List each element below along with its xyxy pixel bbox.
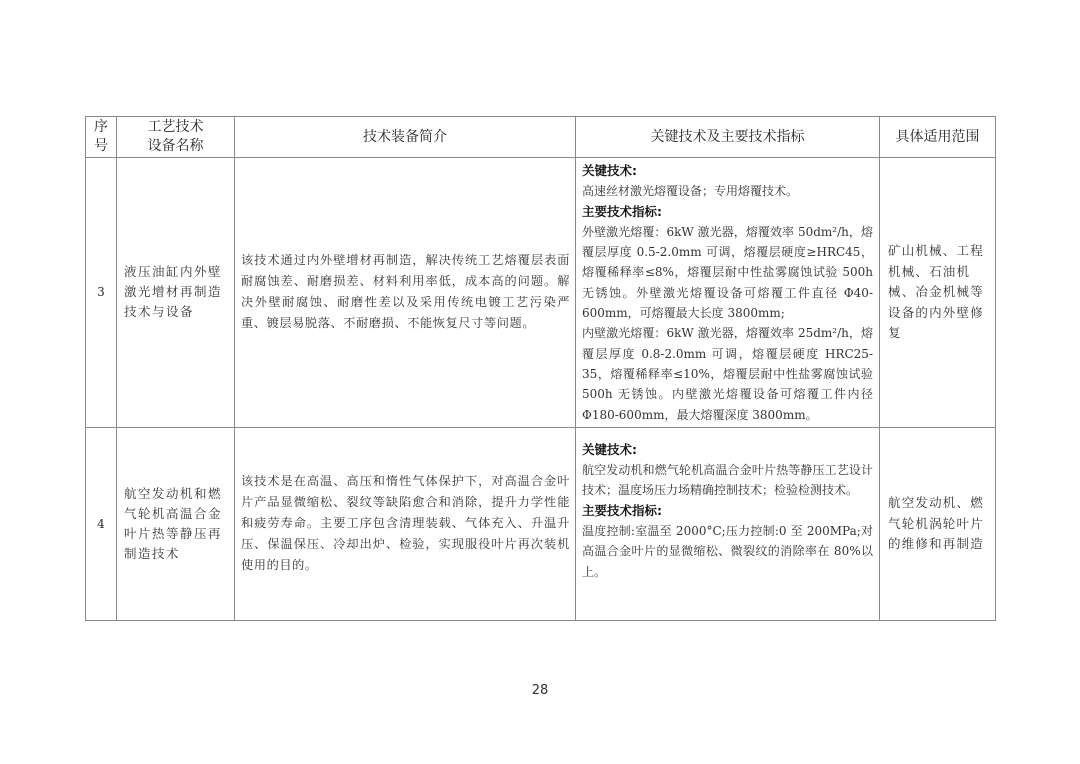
key-tech-text: 高速丝材激光熔覆设备；专用熔覆技术。 [582,184,799,199]
row-key-tech [576,427,880,620]
row-index: 4 [86,427,117,620]
indicator-text: 温度控制:室温至 2000°C;压力控制:0 至 200MPa;对高温合金叶片的显微缩松、微裂纹的消除率在 80%以上。 [582,524,873,579]
indicator-outer: 外壁激光熔覆：6kW 激光器，熔覆效率 50dm²/h，熔覆层厚度 0.5-2.0mm 可调，熔覆层硬度≥HRC45，熔覆稀释率≤8%，熔覆层耐中性盐雾腐蚀试验 500h 无锈蚀。外壁激光熔覆设备可熔覆工件直径 Φ40-600mm，可熔覆最大长度 3800mm; [582,224,873,321]
header-name-line1: 工艺技术 [147,119,204,135]
row-scope: 矿山机械、工程机械、石油机械、冶金机械等设备的内外壁修复 [880,158,996,428]
key-tech-label: 关键技术: [582,441,637,457]
page-number: 28 [531,683,549,698]
table-header-row [86,117,996,158]
header-intro: 技术装备简介 [235,117,576,158]
table-row [86,427,996,620]
key-tech-text: 航空发动机和燃气轮机高温合金叶片热等静压工艺设计技术；温度场压力场精确控制技术；检验检测技术。 [582,463,873,498]
row-key-tech [576,158,880,428]
table-row [86,158,996,428]
row-intro: 该技术是在高温、高压和惰性气体保护下，对高温合金叶片产品显微缩松、裂纹等缺陷愈合和消除，提升力学性能和疲劳寿命。主要工序包含清理装载、气体充入、升温升压、保温保压、冷却出炉、检验，实现服役叶片再次装机使用的目的。 [235,427,576,620]
row-intro: 该技术通过内外壁增材再制造，解决传统工艺熔覆层表面耐腐蚀差、耐磨损差、材料利用率低，成本高的问题。解决外壁耐腐蚀、耐磨性差以及采用传统电镀工艺污染严重、镀层易脱落、不耐磨损、不能恢复尺寸等问题。 [235,158,576,428]
indicators-label: 主要技术指标: [582,203,662,219]
row-scope: 航空发动机、燃气轮机涡轮叶片的维修和再制造 [880,427,996,620]
row-index: 3 [86,158,117,428]
indicator-inner: 内壁激光熔覆：6kW 激光器，熔覆效率 25dm²/h，熔覆层厚度 0.8-2.0mm 可调，熔覆层硬度 HRC25-35，熔覆稀释率≤10%，熔覆层耐中性盐雾腐蚀试验 500h 无锈蚀。内壁激光熔覆设备可熔覆工件内径Φ180-600mm，最大熔覆深度 3800mm。 [582,326,873,422]
indicators-label: 主要技术指标: [582,502,662,518]
header-index-line2: 号 [94,138,108,154]
header-name [117,117,235,158]
key-tech-label: 关键技术: [582,163,637,178]
header-index-line1: 序 [94,119,108,135]
header-name-line2: 设备名称 [147,138,204,154]
header-scope: 具体适用范围 [880,117,996,158]
header-key-tech: 关键技术及主要技术指标 [576,117,880,158]
equipment-table [85,116,996,621]
header-index [86,117,117,158]
row-tech-name: 航空发动机和燃气轮机高温合金叶片热等静压再制造技术 [117,427,235,620]
row-tech-name: 液压油缸内外壁激光增材再制造技术与设备 [117,158,235,428]
